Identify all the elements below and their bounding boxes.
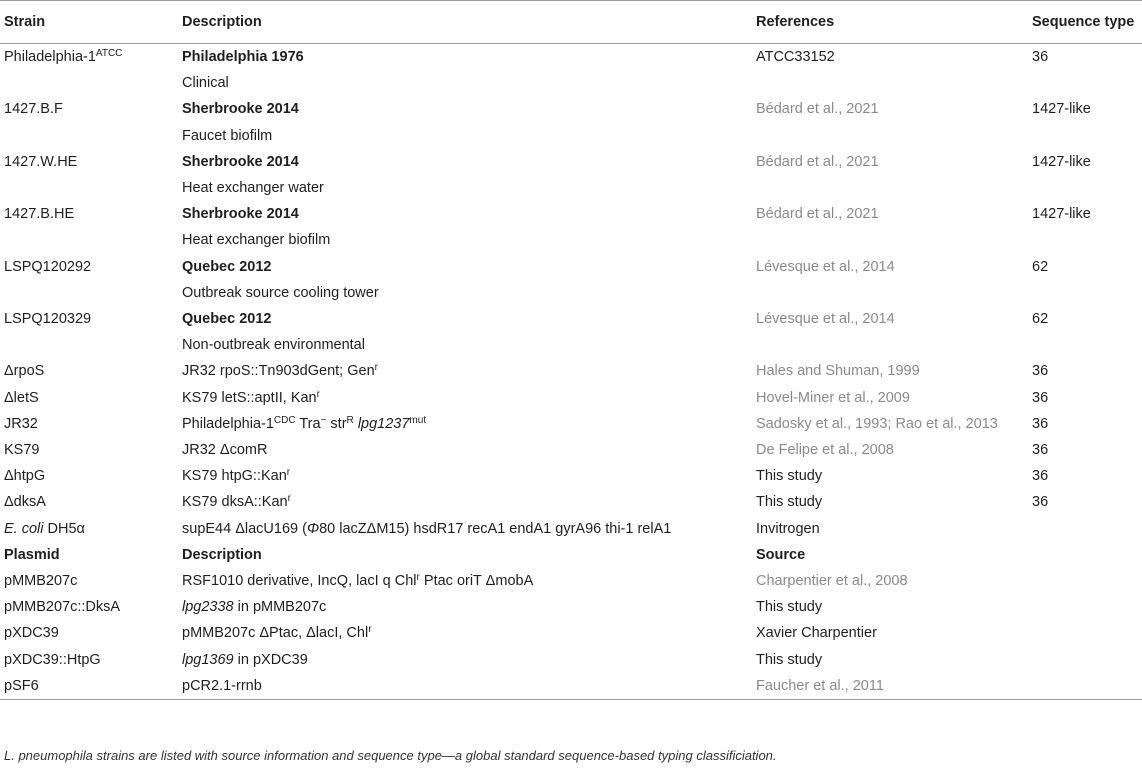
cell-description: KS79 letS::aptII, Kan$^r$	[182, 388, 320, 406]
table-row	[0, 463, 1142, 489]
table-row	[0, 385, 1142, 411]
plasmid-row	[0, 620, 1142, 646]
cell-reference: ATCC33152	[756, 49, 835, 65]
header-description: Description	[182, 14, 262, 30]
table-row	[0, 437, 1142, 463]
cell-reference: Invitrogen	[756, 520, 820, 537]
cell-sequence-type: 1427-like	[1032, 101, 1091, 118]
cell-description: Quebec 2012 Outbreak source cooling tower	[182, 258, 379, 301]
header-references: References	[756, 14, 835, 30]
plasmid-row	[0, 647, 1142, 673]
plasmid-row	[0, 568, 1142, 594]
table-row	[0, 516, 1142, 542]
cell-reference: Bédard et al., 2021	[756, 206, 879, 223]
header-plasmid-description: Description	[182, 546, 262, 563]
table-row	[0, 96, 1142, 148]
cell-sequence-type: 1427-like	[1032, 153, 1091, 170]
table-row	[0, 306, 1142, 358]
table-row	[0, 254, 1142, 306]
cell-description: Quebec 2012 Non-outbreak environmental	[182, 311, 365, 354]
cell-source: Xavier Charpentier	[756, 625, 877, 642]
cell-description: lpg1369 in pXDC39	[182, 651, 308, 668]
cell-reference: Sadosky et al., 1993; Rao et al., 2013	[756, 415, 998, 432]
cell-sequence-type: 36	[1032, 363, 1049, 380]
cell-reference: This study	[756, 468, 823, 485]
cell-description: Philadelphia-$1^{CDC}$ Tra− str$^R$ $lpg1237^{mut}$	[182, 414, 427, 432]
cell-sequence-type: 36	[1032, 415, 1049, 432]
cell-description: lpg2338 in pMMB207c	[182, 599, 327, 616]
cell-reference: Hovel-Miner et al., 2009	[756, 389, 910, 406]
cell-description: pMMB207c ΔPtac, ΔlacI, Chl$^r$	[182, 624, 372, 642]
cell-sequence-type: 36	[1032, 468, 1049, 485]
cell-sequence-type: 1427-like	[1032, 206, 1091, 223]
cell-description: Sherbrooke 2014 Heat exchanger water	[182, 153, 324, 197]
cell-reference: This study	[756, 494, 823, 511]
cell-plasmid: pMMB207c::DksA	[4, 599, 121, 616]
cell-description: supE44 ΔlacU169 (Φ80 lacZΔM15) hsdR17 recA1 endA1 gyrA96 thi-1 relA1	[182, 520, 672, 537]
plasmid-row	[0, 673, 1142, 700]
table-row	[0, 149, 1142, 201]
cell-description: pCR2.1-rrnb	[182, 677, 262, 694]
cell-sequence-type: 36	[1032, 442, 1049, 459]
cell-plasmid: pMMB207c	[4, 573, 78, 590]
cell-description: JR32 rpoS::Tn903dGent; Gen$^r$	[182, 362, 378, 380]
cell-strain: 1427.W.HE	[4, 153, 78, 170]
header-sequence-type: Sequence type	[1032, 14, 1135, 30]
cell-description: RSF1010 derivative, IncQ, lacI q Chl$^r$ Ptac oriT ΔmobA	[182, 572, 534, 590]
cell-source: This study	[756, 599, 823, 616]
cell-strain: LSPQ120292	[4, 258, 92, 275]
header-source: Source	[756, 546, 806, 563]
cell-plasmid: pXDC39	[4, 625, 59, 642]
cell-reference: Bédard et al., 2021	[756, 153, 879, 170]
table-row	[0, 489, 1142, 515]
cell-strain: JR32	[4, 415, 38, 432]
cell-plasmid: pSF6	[4, 677, 39, 694]
cell-strain: 1427.B.F	[4, 101, 63, 118]
cell-reference: Lévesque et al., 2014	[756, 311, 895, 328]
cell-sequence-type: 62	[1032, 311, 1049, 328]
table-header-row	[0, 1, 1142, 44]
cell-strain: KS79	[4, 442, 40, 459]
cell-strain: LSPQ120329	[4, 311, 92, 328]
table-row	[0, 411, 1142, 437]
plasmid-header-row	[0, 542, 1142, 568]
cell-reference: Lévesque et al., 2014	[756, 258, 895, 275]
cell-strain: ΔhtpG	[4, 468, 46, 485]
cell-strain: E. coli DH5α	[4, 520, 85, 537]
table-row	[0, 358, 1142, 384]
cell-source: This study	[756, 651, 823, 668]
plasmid-row	[0, 594, 1142, 620]
cell-description: Philadelphia 1976 Clinical	[182, 49, 304, 92]
header-plasmid: Plasmid	[4, 546, 60, 563]
cell-description: Sherbrooke 2014 Heat exchanger biofilm	[182, 206, 331, 249]
table-row	[0, 44, 1142, 97]
cell-reference: Hales and Shuman, 1999	[756, 363, 920, 380]
cell-strain: ΔletS	[4, 389, 39, 406]
cell-strain: ΔdksA	[4, 494, 46, 511]
cell-plasmid: pXDC39::HtpG	[4, 651, 101, 668]
cell-sequence-type: 36	[1032, 494, 1049, 511]
table-footnote: L. pneumophila strains are listed with source information and sequence type—a global standard sequence-based typing classificiation.	[4, 748, 777, 763]
cell-sequence-type: 36	[1032, 389, 1049, 406]
cell-description: KS79 dksA::Kan$^r$	[182, 493, 291, 511]
cell-strain: Philadelphia-$1^{ATCC}$	[4, 48, 123, 65]
cell-description: Sherbrooke 2014 Faucet biofilm	[182, 101, 299, 144]
cell-description: JR32 ΔcomR	[182, 442, 268, 459]
cell-strain: ΔrpoS	[4, 363, 45, 380]
cell-sequence-type: 36	[1032, 49, 1049, 65]
header-strain: Strain	[4, 14, 46, 30]
table-row	[0, 201, 1142, 253]
cell-source: Faucher et al., 2011	[756, 677, 884, 694]
cell-source: Charpentier et al., 2008	[756, 573, 908, 590]
cell-reference: Bédard et al., 2021	[756, 101, 879, 118]
cell-sequence-type: 62	[1032, 258, 1049, 275]
cell-sequence-type	[1028, 516, 1142, 542]
cell-description: KS79 htpG::Kan$^r$	[182, 467, 291, 485]
cell-reference: De Felipe et al., 2008	[756, 442, 894, 459]
cell-strain: 1427.B.HE	[4, 206, 75, 223]
